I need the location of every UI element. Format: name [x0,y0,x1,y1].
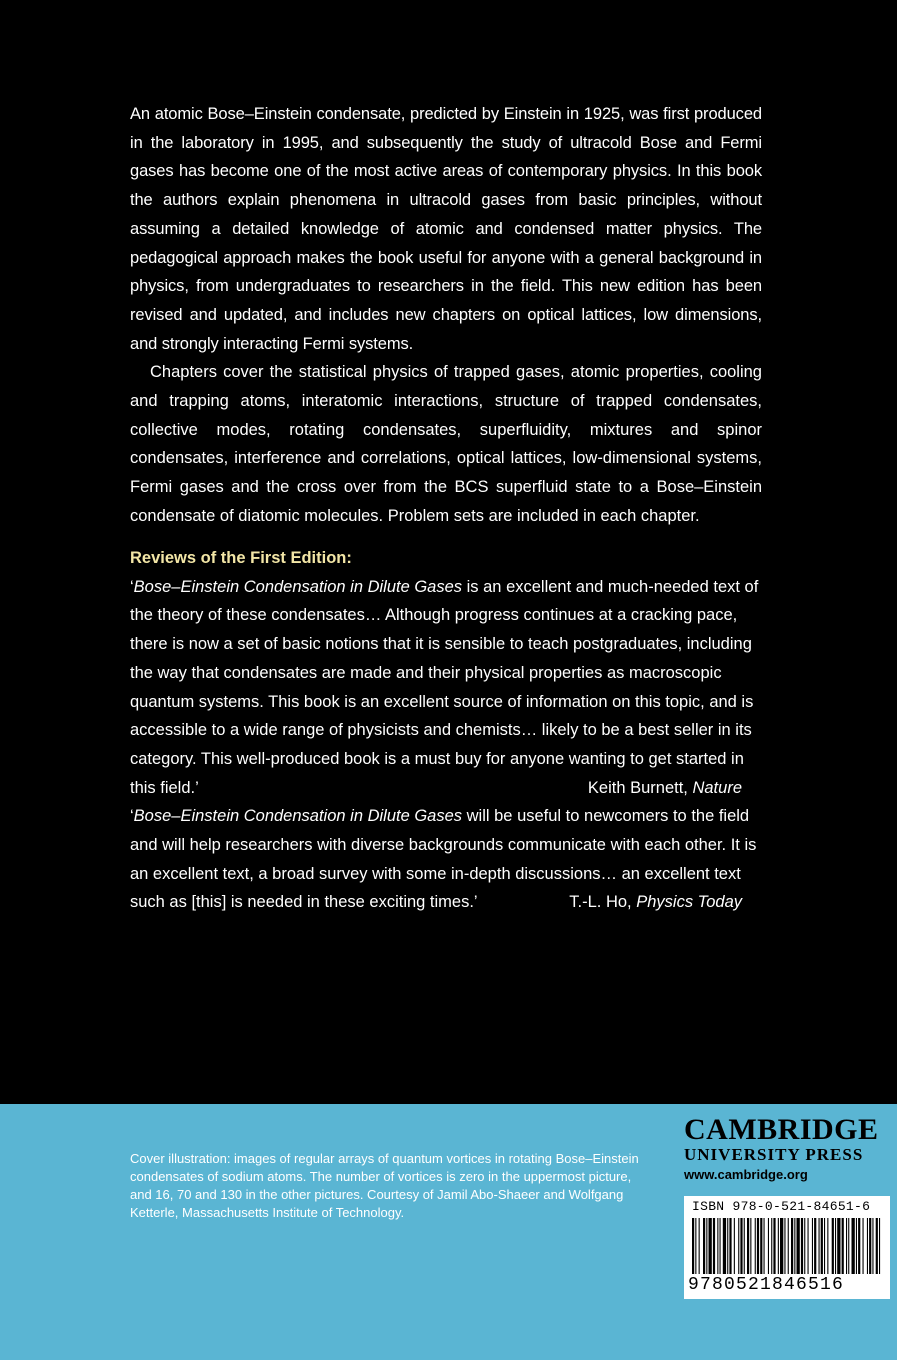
barcode-bar [848,1218,849,1274]
barcode-bar [797,1218,800,1274]
barcode-bar [788,1218,789,1274]
review-1-reviewer: Keith Burnett, [587,778,693,797]
barcode-bar [723,1218,726,1274]
barcode-bar [729,1218,731,1274]
barcode-bar [703,1218,705,1274]
barcode-bar [780,1218,783,1274]
barcode-bar [717,1218,718,1274]
barcode-bar [827,1218,828,1274]
review-1-text: is an excellent and much-needed text of the theory of these condensates… Although progress continues at a cracking pace, there is now a set of basic notions that it is sensible to teach postgraduates, including the way that condensates are made and their physical properties as macroscopic quantum systems. This book is an excellent source of information on this topic, and is accessible to a wide range of physicists and chemists… likely to be a best seller in its category. This well-produced book is a must buy for anyone wanting to get started in this field.’ [130,577,759,797]
barcode-bar [837,1218,840,1274]
review-1-source: Nature [692,778,742,797]
barcode-bar [699,1218,700,1274]
barcode-bar [879,1218,880,1274]
barcode-bar [778,1218,779,1274]
barcode-bar [832,1218,834,1274]
barcode-bar [764,1218,765,1274]
barcode-image [692,1218,882,1274]
barcode-bar [801,1218,803,1274]
publisher-name: CAMBRIDGE [684,1113,879,1146]
book-description [130,100,762,531]
reviews-section [130,544,762,917]
publisher-logo [684,1115,890,1185]
review-1 [130,573,762,803]
barcode-bar [856,1218,857,1274]
barcode-bar [768,1218,769,1274]
barcode-bar [747,1218,749,1274]
barcode-bar [872,1218,873,1274]
barcode-bar [734,1218,735,1274]
barcode-bar [757,1218,759,1274]
publisher-subtitle: UNIVERSITY PRESS [684,1145,864,1164]
barcode-bar [819,1218,820,1274]
barcode-bar [773,1218,775,1274]
barcode-bar [808,1218,809,1274]
review-2-open-quote: ‘ [130,807,134,826]
cover-illustration-credit: Cover illustration: images of regular arrays of quantum vortices in rotating Bose–Einstein condensates of sodium atoms. The number of vortices is zero in the uppermost picture, and 16, 70 and 130 in the other pictures. Courtesy of Jamil Abo-Shaeer and Wolfgang Ketterle, Massachusetts Institute of Technology. [130,1151,639,1220]
barcode-bar [821,1218,823,1274]
barcode-bar [738,1218,739,1274]
barcode-panel [684,1196,890,1299]
review-1-open-quote: ‘ [130,577,134,596]
barcode-bar [846,1218,847,1274]
barcode-bar [814,1218,816,1274]
barcode-bar [842,1218,844,1274]
barcode-bar [794,1218,795,1274]
review-2-attribution [569,888,762,917]
barcode-bar [835,1218,836,1274]
review-2-book-title: Bose–Einstein Condensation in Dilute Gases [133,807,463,826]
review-2-text: will be useful to newcomers to the field and will help researchers with diverse backgrounds communicate with each other. It is an excellent text, a broad survey with some in-depth discussions… an excellent text such as [this] is needed in these exciting times.’ [130,807,757,912]
barcode-bar [869,1218,871,1274]
barcode-bar [706,1218,707,1274]
isbn-label: ISBN 978-0-521-84651-6 [692,1199,871,1214]
ean-digits: 9780521846516 [688,1275,845,1295]
barcode-bar [750,1218,751,1274]
barcode-bar [858,1218,860,1274]
barcode-bar [784,1218,785,1274]
barcode-bar [771,1218,772,1274]
review-1-book-title: Bose–Einstein Condensation in Dilute Gases [133,577,463,596]
barcode-bar [852,1218,855,1274]
publisher-website: www.cambridge.org [684,1167,808,1182]
barcode-bar [720,1218,721,1274]
description-paragraph-2: Chapters cover the statistical physics of trapped gases, atomic properties, cooling and trapping atoms, interatomic interactions, structure of trapped condensates, collective modes, rotating condensates, superfluidity, mixtures and spinor condensates, interference and correlations, optical lattices, low-dimensional systems, Fermi gases and the cross over from the BCS superfluid state to a Bose–Einstein condensate of diatomic molecules. Problem sets are included in each chapter. [130,363,762,525]
description-paragraph-1: An atomic Bose–Einstein condensate, predicted by Einstein in 1925, was first produced in the laboratory in 1995, and subsequently the study of ultracold Bose and Fermi gases has become one of the most active areas of contemporary physics. In this book the authors explain phenomena in ultracold gases from basic principles, without assuming a detailed knowledge of atomic and condensed matter physics. The pedagogical approach makes the book useful for anyone with a general background in physics, from undergraduates to researchers in the field. This new edition has been revised and updated, and includes new chapters on optical lattices, low dimensions, and strongly interacting Fermi systems. [130,105,762,353]
review-1-attribution [588,774,762,803]
barcode-bar [867,1218,868,1274]
barcode-bar [740,1218,742,1274]
barcode-bar [876,1218,878,1274]
barcode-bar [713,1218,715,1274]
review-2-reviewer: T.-L. Ho, [569,893,637,912]
barcode-bar [709,1218,712,1274]
barcode-bar [791,1218,793,1274]
barcode-bar [812,1218,813,1274]
barcode-bar [755,1218,756,1274]
barcode-bar [804,1218,805,1274]
barcode-bar [692,1218,694,1274]
barcode-bar [695,1218,696,1274]
barcode-bar [863,1218,864,1274]
barcode-bar [824,1218,825,1274]
review-2-source: Physics Today [636,893,742,912]
barcode-bar [744,1218,745,1274]
barcode-bar [727,1218,728,1274]
reviews-heading: Reviews of the First Edition: [130,549,352,567]
review-2 [130,802,762,917]
barcode-bar [760,1218,762,1274]
